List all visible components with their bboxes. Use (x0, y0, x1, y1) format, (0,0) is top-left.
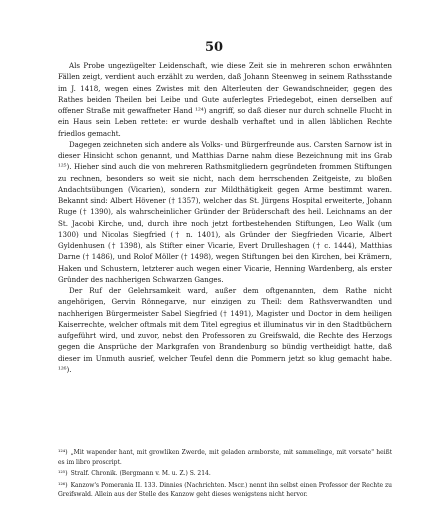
body-text (58, 60, 392, 375)
paragraph-foundations: Dagegen zeichneten sich andere als Volks- und Bürgerfreunde aus. Carsten Sarnow ist in dieser Hinsicht schon genannt, und Matthias Darne nahm diese Bezeichnung mit ins Grab ¹²⁵). Hieher sind auch die von mehreren Rathsmitgliedern gegründeten frommen Stiftungen zu rechnen, besonders so weit sie nicht, nach dem herrschenden Zeitgeiste, zu bloßen Andachtsübungen (Vicarien), sondern zur Mildthätigkeit gegen Arme bestimmt waren. Bekannt sind: Albert Hövener († 1357), welcher das St. Jürgens Hospital erweiterte, Johann Ruge († 1390), als wahrscheinlicher Gründer der Brüderschaft des heil. Leichnams an der St. Jacobi Kirche, und, durch ihre noch jetzt fortbestehenden Stiftungen, Leo Walk (um 1300) und Nicolas Siegfried († n. 1401), als Gründer der Siegfrieden Vicarie, Albert Gyldenhusen († 1398), als Stifter einer Vicarie, Evert Drulleshagen († c. 1444), Matthias Darne († 1486), und Rolof Möller († 1498), wegen Stiftungen bei den Kirchen, bei Krämern, Haken und Schustern, letzterer auch wegen einer Vicarie, Henning Wardenberg, als erster Gründer des nachherigen Schwarzen Ganges. (58, 139, 392, 284)
footnote-text: Stralf. Chronik. (Bergmann v. M. u. Z.) S. 214. (70, 470, 211, 477)
footnote (58, 481, 392, 500)
footnote-marker: ¹²⁴) (58, 449, 68, 456)
page-number: 50 (204, 40, 224, 55)
paragraph-scholarship: Der Ruf der Gelehrsamkeit ward, außer dem oftgenannten, dem Rathe nicht angehörigen, Gervin Rönnegarve, nur einzigen zu Theil: dem Rathsverwandten und nachherigen Bürgermeister Sabel Siegfried († 1491), Magister und Doctor in dem heiligen Kaiserrechte, welcher oftmals mit dem Titel egregius et illuminatus vir in den Stadtbüchern aufgeführt wird, und zuvor, nebst den Professoren zu Greifswald, die Rechte des Herzogs gegen die Ansprüche der Markgrafen von Brandenburg so bündig vertheidigt hatte, daß dieser im Unmuth ausrief, welcher Teufel denn die Pommern jetzt so klug gemacht habe. ¹²⁶). (58, 286, 392, 374)
footnote-text: „Mit wapender hant, mit growliken Zwerde, mit geladen armborste, mit sammelinge, mit vorsate" heißt es im libro proscript. (58, 449, 392, 466)
paragraph-steenweg: Als Probe ungezügelter Leidenschaft, wie diese Zeit sie in mehreren schon erwähnten Fällen zeigt, verdient auch erzählt zu werden, daß Johann Steenweg in seinem Rathsstande im J. 1418, wegen eines Zwistes mit den Alterleuten der Gewandschneider, gegen des Rathes beiden Theilen bei Leibe und Gute auferlegtes Friedegebot, einen derselben auf offener Straße mit gewaffneter Hand ¹²⁴) angriff, so daß dieser nur durch schnelle Flucht in ein Haus sein Leben rettete: er wurde deshalb verhaftet und in allen läblichen Rechte friedlos gemacht. (58, 61, 392, 138)
footnote-marker: ¹²⁶) (58, 481, 68, 489)
footnote-text: Kanzow's Pomerania II. 133. Dinnies (Nachrichten. Mscr.) nennt ihn selbst einen Professor der Rechte zu Greifswald. Allein aus der Stelle des Kanzow geht dieses wenigstens nicht hervor. (58, 481, 392, 498)
footnotes (58, 448, 392, 502)
footnote (58, 448, 392, 467)
footnote (58, 469, 392, 479)
footnote-marker: ¹²⁵) (58, 470, 68, 477)
